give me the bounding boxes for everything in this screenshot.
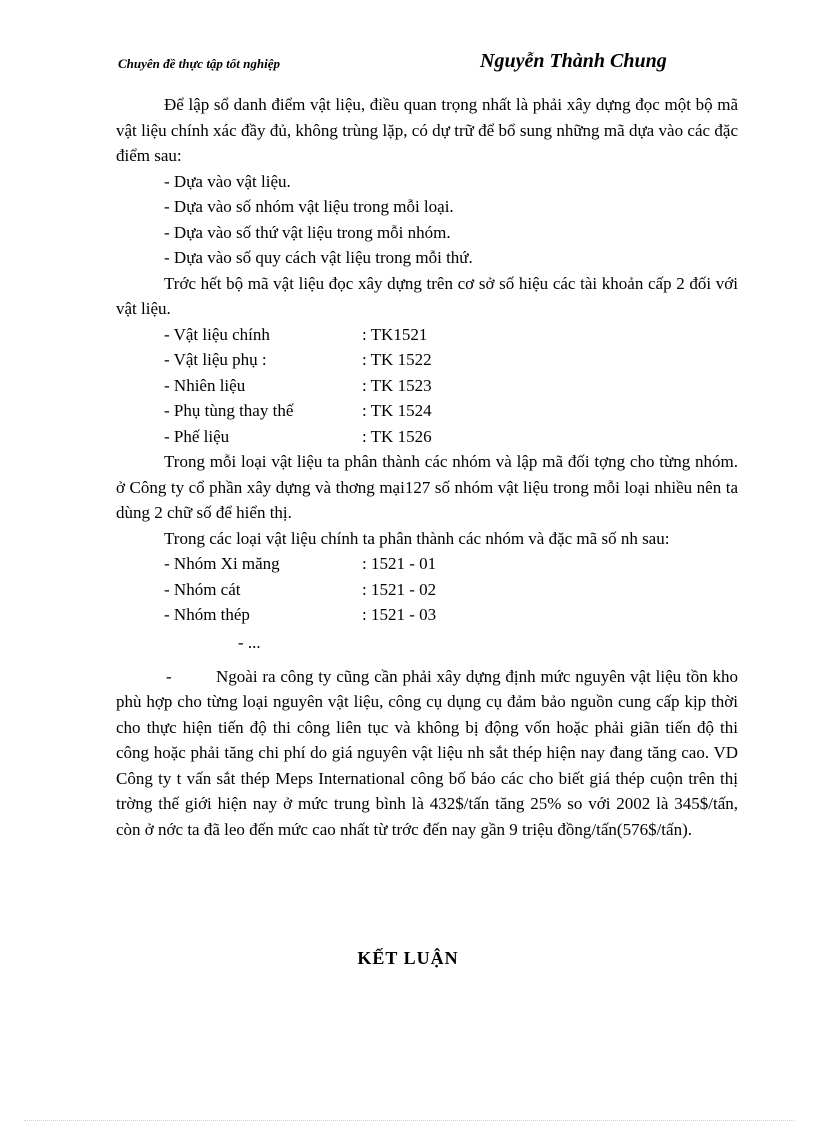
account-label: - Phế liệu (164, 426, 230, 446)
account-code: : TK1521 (362, 324, 428, 344)
document-body (116, 92, 738, 859)
list-item: - Dựa vào số thứ vật liệu trong mỗi nhóm. (164, 222, 451, 242)
groups-paragraph: Trong mỗi loại vật liệu ta phân thành các nhóm và lập mã đối tợng cho từng nhóm. ở Công ty cổ phần xây dựng và thơng mại127 số nhóm vật liệu trong mỗi loại nhiều nên ta dùng 2 chữ số để hiển thị. (116, 452, 738, 522)
main-groups-paragraph: Trong các loại vật liệu chính ta phân thành các nhóm và đặc mã số nh sau: (164, 528, 670, 548)
criteria-list (116, 169, 738, 271)
account-code: : TK 1526 (362, 426, 432, 446)
account-label: - Phụ tùng thay thế (164, 401, 294, 420)
group-code: : 1521 - 03 (362, 605, 437, 624)
group-code: : 1521 - 01 (362, 554, 437, 573)
account-row (116, 373, 738, 399)
norm-paragraph-text: Ngoài ra công ty cũng cần phải xây dựng định mức nguyên vật liệu tồn kho phù hợp cho từng loại nguyên vật liệu, công cụ dụng cụ đảm bảo nguồn cung cấp kịp thời cho thực hiện tiến độ thi công liên tục và không bị động vốn hoặc phải giãn tiến độ thi công hoặc phải tăng chi phí do giá nguyên vật liệu nh sắt thép hiện nay đang tăng cao. VD Công ty t vấn sắt thép Meps International công bố báo các cho biết giá thép cuộn trên thị trờng thế giới hiện nay ở mức trung bình là 432$/tấn tăng 25% so với 2002 là 345$/tấn, còn ở nớc ta đã leo đến mức cao nhất từ trớc đến nay gần 9 triệu đồng/tấn(576$/tấn). (116, 666, 738, 839)
account-code: : TK 1522 (362, 350, 432, 369)
group-row (116, 602, 738, 628)
account-code: : TK 1523 (362, 375, 432, 395)
header-subject: Chuyên đề thực tập tốt nghiệp (118, 56, 280, 71)
intro-paragraph: Để lập sổ danh điểm vật liệu, điều quan trọng nhất là phải xây dựng đọc một bộ mã vật liệu chính xác đầy đủ, không trùng lặp, có dự trữ để bổ sung những mã dựa vào các đặc điểm sau: (116, 95, 738, 165)
list-item: - Dựa vào số nhóm vật liệu trong mỗi loại. (164, 197, 454, 216)
group-code: : 1521 - 02 (362, 579, 437, 599)
conclusion-heading: KẾT LUẬN (357, 948, 459, 968)
account-row (116, 347, 738, 373)
group-label: - Nhóm cát (164, 579, 241, 599)
paragraph-dash: - (166, 666, 172, 686)
group-label: - Nhóm Xi măng (164, 554, 280, 573)
account-label: - Nhiên liệu (164, 375, 246, 395)
group-label: - Nhóm thép (164, 605, 250, 624)
account-row (116, 322, 738, 348)
group-row (116, 577, 738, 603)
account-code: : TK 1524 (362, 401, 432, 420)
list-item: - Dựa vào số quy cách vật liệu trong mỗi thứ. (164, 248, 473, 267)
accounts-intro-paragraph: Trớc hết bộ mã vật liệu đọc xây dựng trên cơ sở số hiệu các tài khoản cấp 2 đối với vật liệu. (116, 273, 738, 318)
footer-divider (24, 1120, 794, 1121)
account-row (116, 398, 738, 424)
list-item: - Dựa vào vật liệu. (164, 171, 291, 191)
account-label: - Vật liệu phụ : (164, 350, 267, 369)
group-code-list (116, 551, 738, 628)
norm-paragraph (116, 664, 738, 843)
account-label: - Vật liệu chính (164, 324, 270, 344)
account-code-list (116, 322, 738, 450)
account-row (116, 424, 738, 450)
header-author: Nguyễn Thành Chung (480, 50, 667, 72)
list-ellipsis: - ... (238, 632, 261, 652)
group-row (116, 551, 738, 577)
